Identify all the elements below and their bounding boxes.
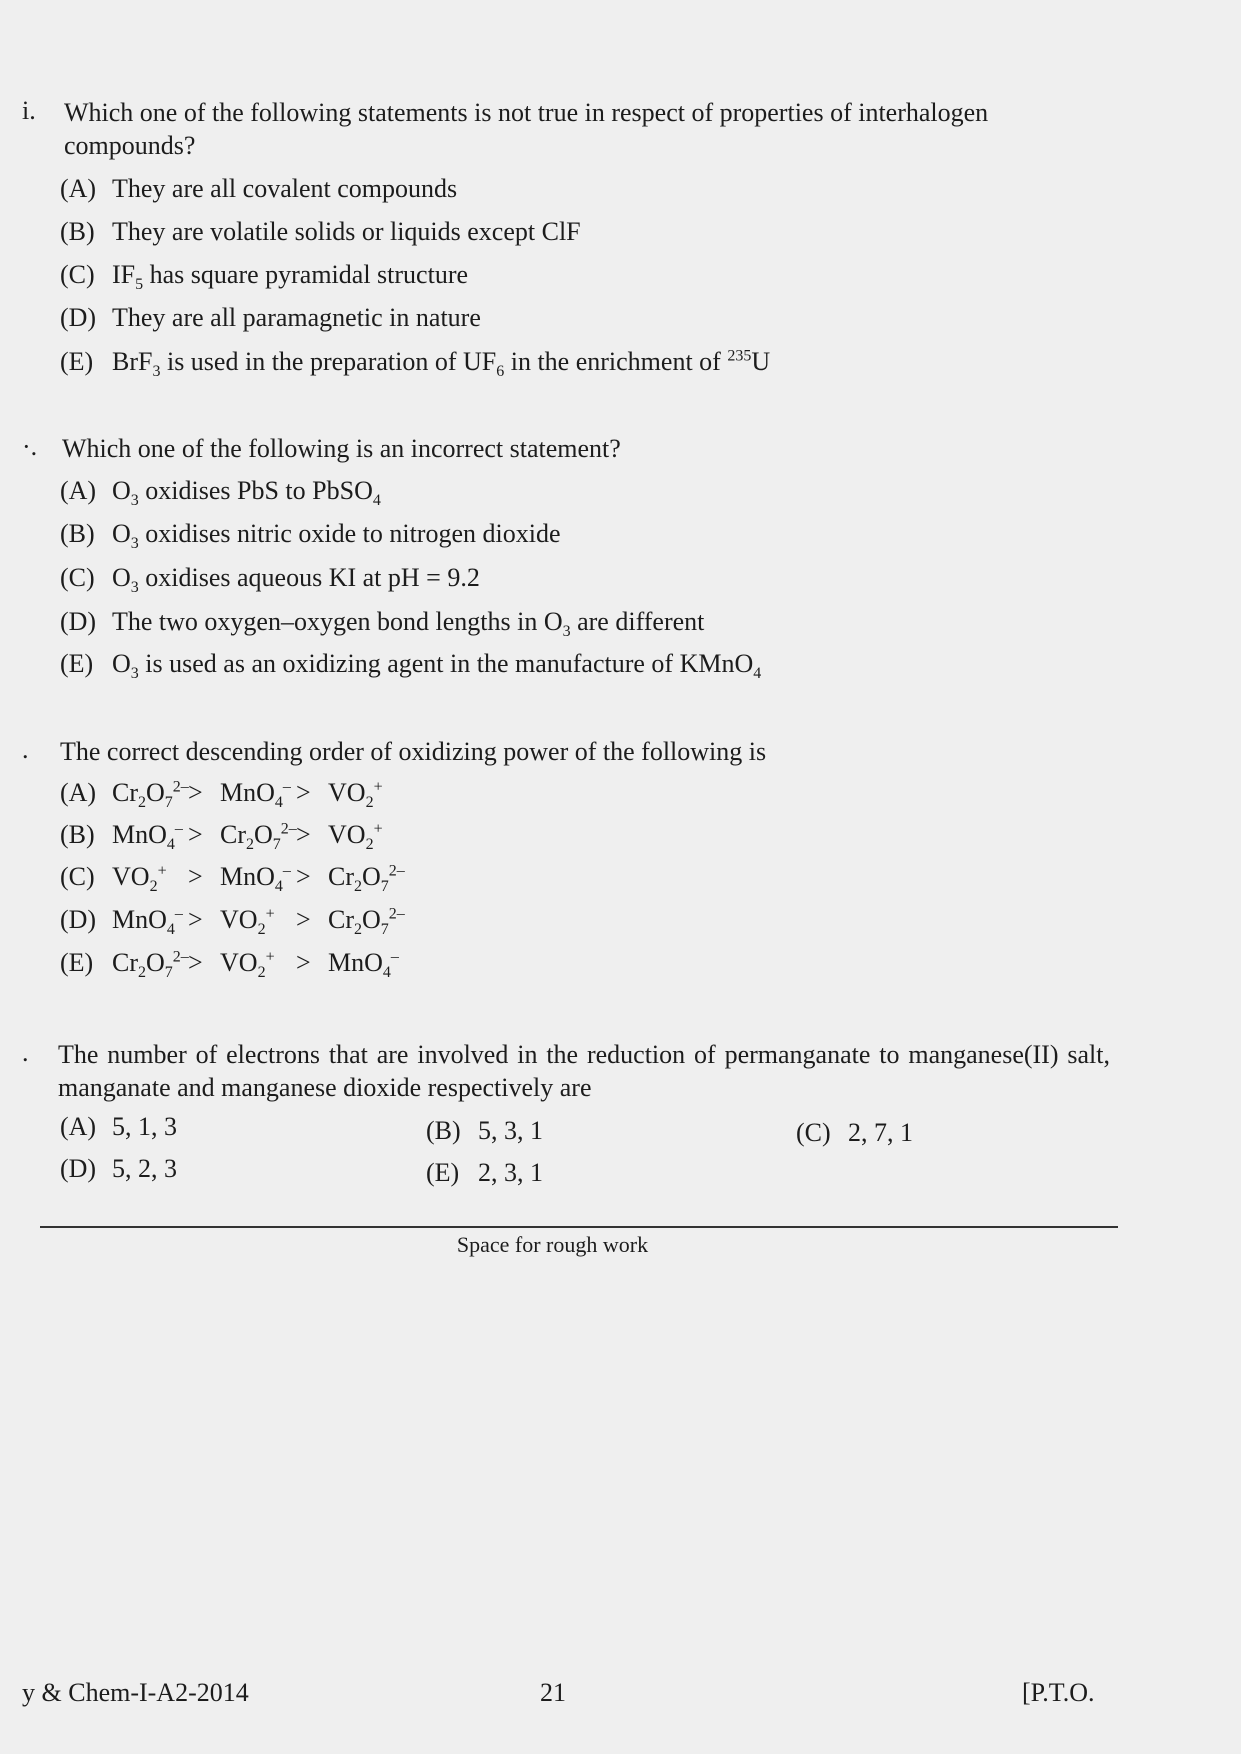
option-a xyxy=(60,778,660,812)
ion-vanadyl: $VO_2^+$ xyxy=(220,905,275,939)
pto-label: [P.T.O. xyxy=(1022,1678,1095,1707)
question-stem: The correct descending order of oxidizing power of the following is xyxy=(60,737,767,766)
greater-than: > xyxy=(296,905,311,934)
option-label: (E) xyxy=(60,948,94,977)
rough-work-label: Space for rough work xyxy=(456,1232,649,1257)
ion-vanadyl: $VO_2^+$ xyxy=(220,948,275,982)
option-e: (E) BrF$_3$ is used in the preparation of $UF_6$ in the enrichment of $^{235}$U xyxy=(60,347,771,381)
question-number: і. xyxy=(22,96,36,125)
option-b: (B) 5, 3, 1 xyxy=(426,1116,543,1145)
option-e xyxy=(60,948,660,982)
option-e: (E) 2, 3, 1 xyxy=(426,1158,543,1187)
ion-permanganate: MnO$_4$– xyxy=(220,862,291,896)
divider xyxy=(40,1226,1118,1228)
greater-than: > xyxy=(296,820,311,849)
ion-dichromate: $Cr_2O_7^{2-}$ xyxy=(112,778,189,812)
option-d: (D) The two oxygen–oxygen bond lengths in $O_3$ are different xyxy=(60,607,705,641)
option-a: (A) 5, 1, 3 xyxy=(60,1112,177,1141)
option-label: (B) xyxy=(60,820,95,849)
question-number: . xyxy=(22,1038,29,1067)
paper-code: y & Chem-I-A2-2014 xyxy=(22,1678,249,1707)
ion-dichromate: $Cr_2O_7^{2-}$ xyxy=(328,905,405,939)
question-stem: Which one of the following is an incorrect statement? xyxy=(62,434,621,463)
option-label: (C) xyxy=(60,862,95,891)
ion-dichromate: $Cr_2O_7^{2-}$ xyxy=(328,862,405,896)
page-number: 21 xyxy=(540,1678,566,1707)
greater-than: > xyxy=(188,820,203,849)
option-c: (C) $IF_5$ has square pyramidal structure xyxy=(60,260,469,294)
greater-than: > xyxy=(188,948,203,977)
option-b: (B) $O_3$ oxidises nitric oxide to nitrogen dioxide xyxy=(60,519,561,553)
greater-than: > xyxy=(296,862,311,891)
question-number: ·. xyxy=(22,432,38,461)
ion-permanganate: MnO$_4$– xyxy=(220,778,291,812)
greater-than: > xyxy=(296,948,311,977)
ion-vanadyl: $VO_2^+$ xyxy=(328,820,383,854)
ion-vanadyl: $VO_2^+$ xyxy=(112,862,167,896)
ion-permanganate: MnO$_4$– xyxy=(112,905,183,939)
greater-than: > xyxy=(188,778,203,807)
question-stem: Which one of the following statements is not true in respect of properties of interhalogen compounds? xyxy=(64,98,989,160)
option-c xyxy=(60,862,660,896)
ion-permanganate: MnO$_4$– xyxy=(328,948,399,982)
greater-than: > xyxy=(188,862,203,891)
greater-than: > xyxy=(188,905,203,934)
option-a: (A) They are all covalent compounds xyxy=(60,174,458,203)
ion-dichromate: $Cr_2O_7^{2-}$ xyxy=(112,948,189,982)
option-e: (E) $O_3$ is used as an oxidizing agent in the manufacture of KMnO$_4$ xyxy=(60,649,762,683)
option-d: (D) 5, 2, 3 xyxy=(60,1154,177,1183)
option-c: (C) 2, 7, 1 xyxy=(796,1118,913,1147)
question-stem: The number of electrons that are involved in the reduction of permanganate to manganese(II) salt, manganate and manganese dioxide respectively are xyxy=(58,1040,1110,1102)
ion-permanganate: MnO$_4$– xyxy=(112,820,183,854)
ion-vanadyl: $VO_2^+$ xyxy=(328,778,383,812)
option-c: (C) $O_3$ oxidises aqueous KI at pH = 9.2 xyxy=(60,563,480,597)
option-d: (D) They are all paramagnetic in nature xyxy=(60,303,481,332)
greater-than: > xyxy=(296,778,311,807)
option-b xyxy=(60,820,660,854)
question-number: . xyxy=(22,735,29,764)
ion-dichromate: $Cr_2O_7^{2-}$ xyxy=(220,820,297,854)
option-a: (A) $O_3$ oxidises PbS to PbSO$_4$ xyxy=(60,476,381,510)
option-label: (A) xyxy=(60,778,97,807)
option-label: (D) xyxy=(60,905,97,934)
option-d xyxy=(60,905,660,939)
option-b: (B) They are volatile solids or liquids except ClF xyxy=(60,217,581,246)
